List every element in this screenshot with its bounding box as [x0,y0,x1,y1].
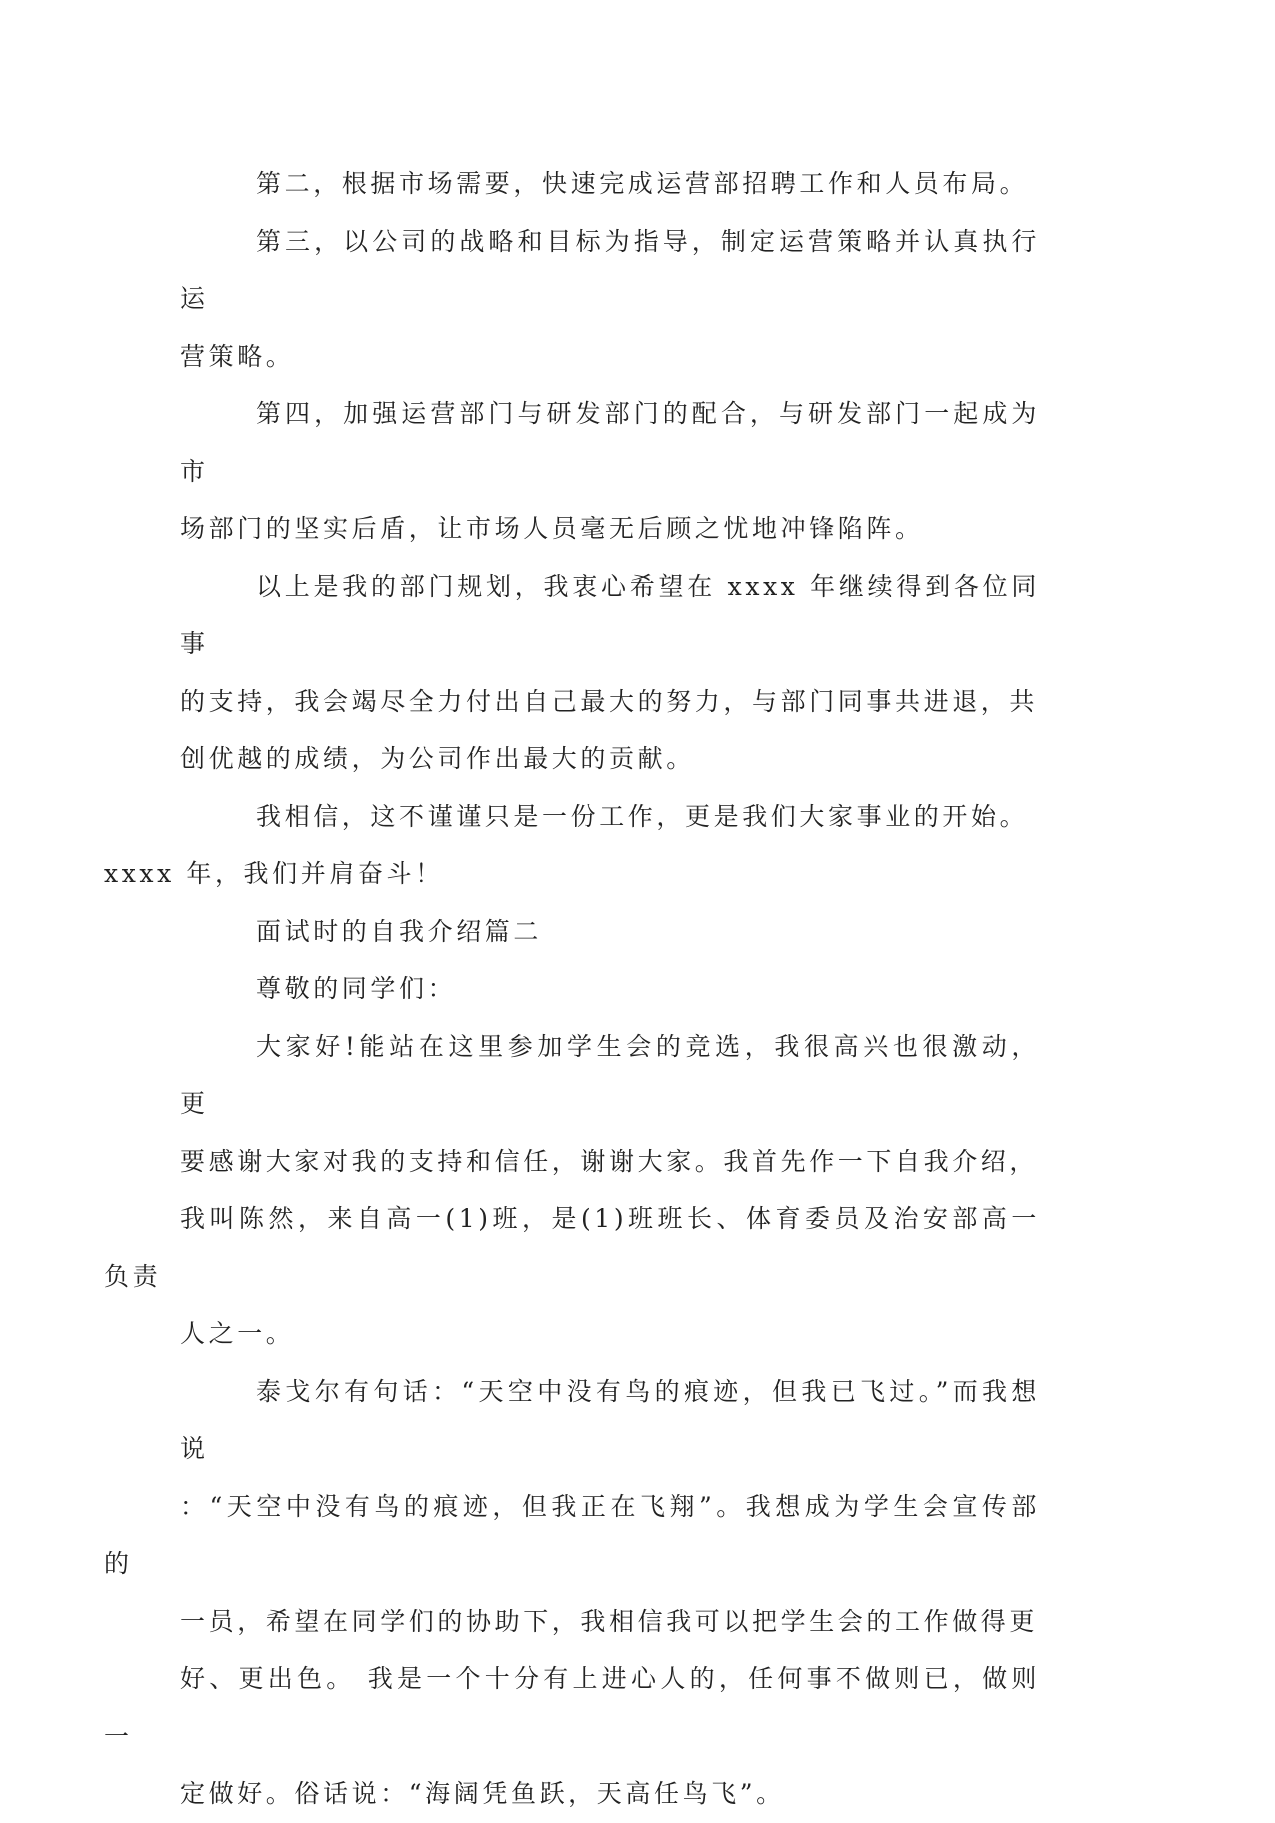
paragraph-line: 我叫陈然，来自高一(1)班，是(1)班班长、体育委员及治安部高一负责 [104,1204,1040,1291]
paragraph-line: 第三，以公司的战略和目标为指导，制定运营策略并认真执行运 [180,226,1040,313]
paragraph-line: 第四，加强运营部门与研发部门的配合，与研发部门一起成为市 [180,399,1040,486]
paragraph-line: 我相信，这不谨谨只是一份工作，更是我们大家事业的开始。 [256,801,1029,831]
paragraph-cooperation [180,385,1040,558]
document-body [104,155,1040,1823]
paragraph-line: xxxx 年，我们并肩奋斗！ [104,859,444,888]
paragraph-line: 以上是我的部门规划，我衷心希望在 xxxx 年继续得到各位同事 [180,571,1040,658]
paragraph-line: 要感谢大家对我的支持和信任，谢谢大家。我首先作一下自我介绍， [180,1146,1039,1176]
section-heading [180,903,1040,961]
paragraph-line: 创优越的成绩，为公司作出最大的贡献。 [180,744,695,773]
paragraph-recruitment [180,155,1040,213]
paragraph-line: 一员，希望在同学们的协助下，我相信我可以把学生会的工作做得更 [180,1606,1039,1636]
paragraph-line: 第二，根据市场需要，快速完成运营部招聘工作和人员布局。 [256,169,1029,198]
paragraph-department-plan [180,558,1040,788]
paragraph-line: 人之一。 [180,1319,295,1348]
paragraph-strategy [180,213,1040,386]
paragraph-line: 泰戈尔有句话：“天空中没有鸟的痕迹，但我已飞过。”而我想说 [180,1376,1040,1463]
paragraph-aspiration [104,1363,1040,1823]
paragraph-closing [104,788,1040,903]
paragraph-line: 场部门的坚实后盾，让市场人员毫无后顾之忧地冲锋陷阵。 [180,514,924,543]
salutation [180,960,1040,1018]
paragraph-line: ：“天空中没有鸟的痕迹，但我正在飞翔”。我想成为学生会宣传部的 [104,1491,1040,1578]
salutation-text: 尊敬的同学们： [256,974,457,1003]
paragraph-line: 定做好。俗话说：“海阔凭鱼跃，天高任鸟飞”。 [180,1779,785,1808]
paragraph-self-introduction [104,1018,1040,1363]
section-title: 面试时的自我介绍篇二 [256,916,543,946]
paragraph-line: 营策略。 [180,341,295,371]
paragraph-line: 的支持，我会竭尽全力付出自己最大的努力，与部门同事共进退，共 [180,686,1039,716]
paragraph-line: 好、更出色。 我是一个十分有上进心人的，任何事不做则已，做则一 [104,1664,1040,1751]
paragraph-line: 大家好!能站在这里参加学生会的竞选，我很高兴也很激动，更 [180,1031,1040,1118]
